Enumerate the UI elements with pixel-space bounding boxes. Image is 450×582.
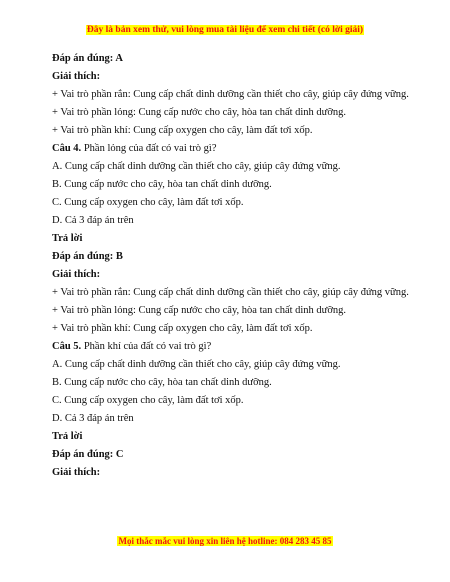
explanation-heading-q4: Giải thích:: [52, 269, 101, 280]
question-5-text: Phần khí của đất có vai trò gì?: [81, 341, 212, 352]
explanation-q4-gas: + Vai trò phần khí: Cung cấp oxygen cho cây, làm đất tơi xốp.: [52, 323, 313, 334]
explanation-q3-gas: + Vai trò phần khí: Cung cấp oxygen cho cây, làm đất tơi xốp.: [52, 125, 313, 136]
question-4: [52, 140, 412, 158]
question-4-label: Câu 4.: [52, 143, 82, 154]
preview-banner-text: Đây là bản xem thử, vui lòng mua tài liệu để xem chi tiết (có lời giải): [86, 25, 364, 35]
preview-banner: [0, 25, 450, 35]
explanation-heading-q3: Giải thích:: [52, 71, 101, 82]
hotline-text: Mọi thắc mắc vui lòng xin liên hệ hotline: 084 283 45 85: [118, 536, 332, 546]
answer-q3: Đáp án đúng: A: [52, 53, 123, 64]
explanation-q3-liquid: + Vai trò phần lỏng: Cung cấp nước cho cây, hòa tan chất dinh dưỡng.: [52, 107, 347, 118]
question-4-text: Phần lỏng của đất có vai trò gì?: [81, 143, 217, 154]
question-5-option-c: C. Cung cấp oxygen cho cây, làm đất tơi xốp.: [52, 395, 244, 406]
question-4-option-d: D. Cả 3 đáp án trên: [52, 215, 134, 226]
question-5-option-a: A. Cung cấp chất dinh dưỡng cần thiết cho cây, giúp cây đứng vững.: [52, 359, 341, 370]
document-content: [52, 50, 412, 482]
question-5-label: Câu 5.: [52, 341, 82, 352]
question-4-option-b: B. Cung cấp nước cho cây, hòa tan chất dinh dưỡng.: [52, 179, 272, 190]
answer-heading-q4: Trả lời: [52, 233, 83, 244]
explanation-q3-solid: + Vai trò phần rắn: Cung cấp chất dinh dưỡng cần thiết cho cây, giúp cây đứng vững.: [52, 89, 409, 100]
explanation-q4-solid: + Vai trò phần rắn: Cung cấp chất dinh dưỡng cần thiết cho cây, giúp cây đứng vững.: [52, 287, 409, 298]
explanation-heading-q5: Giải thích:: [52, 467, 101, 478]
question-5-option-d: D. Cả 3 đáp án trên: [52, 413, 134, 424]
hotline-footer: [0, 536, 450, 546]
answer-q5: Đáp án đúng: C: [52, 449, 124, 460]
explanation-q4-liquid: + Vai trò phần lỏng: Cung cấp nước cho cây, hòa tan chất dinh dưỡng.: [52, 305, 347, 316]
answer-heading-q5: Trả lời: [52, 431, 83, 442]
answer-q4: Đáp án đúng: B: [52, 251, 123, 262]
question-4-option-c: C. Cung cấp oxygen cho cây, làm đất tơi xốp.: [52, 197, 244, 208]
question-4-option-a: A. Cung cấp chất dinh dưỡng cần thiết cho cây, giúp cây đứng vững.: [52, 161, 341, 172]
question-5: [52, 338, 412, 356]
question-5-option-b: B. Cung cấp nước cho cây, hòa tan chất dinh dưỡng.: [52, 377, 272, 388]
